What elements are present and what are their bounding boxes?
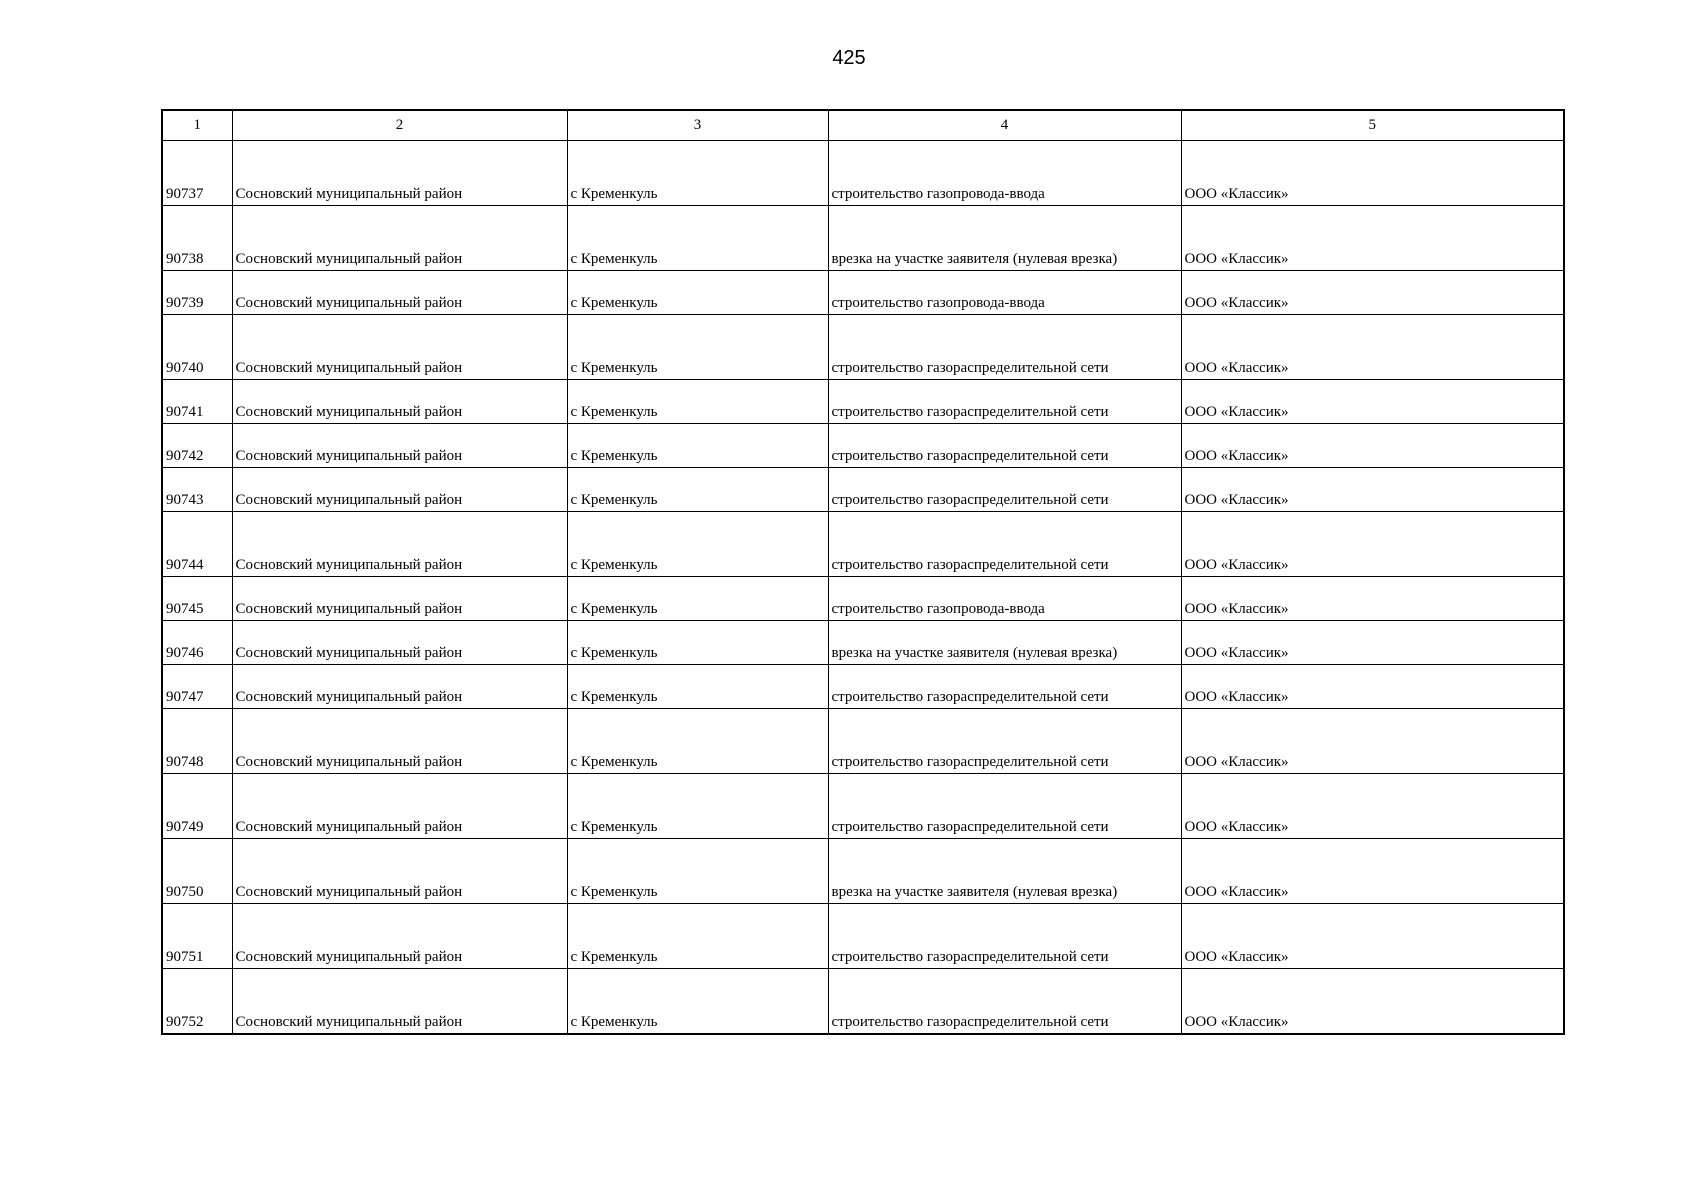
- cell-district: Сосновский муниципальный район: [232, 839, 567, 904]
- table-row: [162, 904, 1564, 969]
- cell-organization: ООО «Классик»: [1181, 665, 1564, 709]
- cell-work-type: строительство газораспределительной сети: [828, 424, 1181, 468]
- cell-work-type: строительство газораспределительной сети: [828, 380, 1181, 424]
- cell-district: Сосновский муниципальный район: [232, 380, 567, 424]
- cell-district: Сосновский муниципальный район: [232, 904, 567, 969]
- cell-number: 90751: [162, 904, 232, 969]
- cell-work-type: строительство газораспределительной сети: [828, 969, 1181, 1035]
- table-row: [162, 141, 1564, 206]
- cell-work-type: строительство газораспределительной сети: [828, 904, 1181, 969]
- table-row: [162, 839, 1564, 904]
- cell-work-type: врезка на участке заявителя (нулевая врезка): [828, 621, 1181, 665]
- cell-district: Сосновский муниципальный район: [232, 512, 567, 577]
- cell-number: 90737: [162, 141, 232, 206]
- table-row: [162, 969, 1564, 1035]
- cell-locality: с Кременкуль: [567, 141, 828, 206]
- cell-district: Сосновский муниципальный район: [232, 141, 567, 206]
- cell-number: 90747: [162, 665, 232, 709]
- cell-district: Сосновский муниципальный район: [232, 577, 567, 621]
- cell-number: 90748: [162, 709, 232, 774]
- cell-organization: ООО «Классик»: [1181, 839, 1564, 904]
- cell-work-type: строительство газопровода-ввода: [828, 141, 1181, 206]
- cell-organization: ООО «Классик»: [1181, 969, 1564, 1035]
- cell-organization: ООО «Классик»: [1181, 271, 1564, 315]
- cell-number: 90749: [162, 774, 232, 839]
- cell-organization: ООО «Классик»: [1181, 774, 1564, 839]
- cell-organization: ООО «Классик»: [1181, 424, 1564, 468]
- header-col-4: 4: [828, 110, 1181, 141]
- table-row: [162, 424, 1564, 468]
- cell-organization: ООО «Классик»: [1181, 315, 1564, 380]
- table-header: [162, 110, 1564, 141]
- table-row: [162, 468, 1564, 512]
- table-row: [162, 774, 1564, 839]
- table-row: [162, 621, 1564, 665]
- table-body: [162, 141, 1564, 1035]
- header-row: [162, 110, 1564, 141]
- cell-work-type: строительство газораспределительной сети: [828, 709, 1181, 774]
- cell-locality: с Кременкуль: [567, 206, 828, 271]
- cell-locality: с Кременкуль: [567, 665, 828, 709]
- cell-locality: с Кременкуль: [567, 512, 828, 577]
- cell-number: 90750: [162, 839, 232, 904]
- cell-locality: с Кременкуль: [567, 774, 828, 839]
- cell-locality: с Кременкуль: [567, 839, 828, 904]
- cell-organization: ООО «Классик»: [1181, 141, 1564, 206]
- cell-organization: ООО «Классик»: [1181, 380, 1564, 424]
- cell-district: Сосновский муниципальный район: [232, 424, 567, 468]
- table-row: [162, 315, 1564, 380]
- cell-locality: с Кременкуль: [567, 577, 828, 621]
- header-col-5: 5: [1181, 110, 1564, 141]
- cell-organization: ООО «Классик»: [1181, 512, 1564, 577]
- cell-district: Сосновский муниципальный район: [232, 621, 567, 665]
- table-row: [162, 271, 1564, 315]
- table-row: [162, 380, 1564, 424]
- cell-locality: с Кременкуль: [567, 271, 828, 315]
- cell-locality: с Кременкуль: [567, 969, 828, 1035]
- cell-district: Сосновский муниципальный район: [232, 665, 567, 709]
- cell-number: 90738: [162, 206, 232, 271]
- cell-organization: ООО «Классик»: [1181, 904, 1564, 969]
- cell-locality: с Кременкуль: [567, 424, 828, 468]
- cell-locality: с Кременкуль: [567, 709, 828, 774]
- cell-number: 90744: [162, 512, 232, 577]
- cell-work-type: врезка на участке заявителя (нулевая врезка): [828, 839, 1181, 904]
- cell-organization: ООО «Классик»: [1181, 468, 1564, 512]
- cell-work-type: строительство газораспределительной сети: [828, 468, 1181, 512]
- header-col-3: 3: [567, 110, 828, 141]
- cell-number: 90743: [162, 468, 232, 512]
- cell-district: Сосновский муниципальный район: [232, 774, 567, 839]
- cell-number: 90742: [162, 424, 232, 468]
- cell-work-type: строительство газораспределительной сети: [828, 665, 1181, 709]
- cell-district: Сосновский муниципальный район: [232, 206, 567, 271]
- cell-work-type: строительство газопровода-ввода: [828, 577, 1181, 621]
- cell-district: Сосновский муниципальный район: [232, 468, 567, 512]
- cell-number: 90739: [162, 271, 232, 315]
- cell-district: Сосновский муниципальный район: [232, 969, 567, 1035]
- cell-number: 90746: [162, 621, 232, 665]
- cell-locality: с Кременкуль: [567, 315, 828, 380]
- registry-table: [161, 109, 1565, 1035]
- cell-work-type: врезка на участке заявителя (нулевая врезка): [828, 206, 1181, 271]
- cell-work-type: строительство газопровода-ввода: [828, 271, 1181, 315]
- cell-district: Сосновский муниципальный район: [232, 709, 567, 774]
- table-row: [162, 665, 1564, 709]
- cell-locality: с Кременкуль: [567, 468, 828, 512]
- cell-district: Сосновский муниципальный район: [232, 315, 567, 380]
- cell-number: 90741: [162, 380, 232, 424]
- header-col-1: 1: [162, 110, 232, 141]
- page-number: 425: [832, 47, 866, 69]
- cell-number: 90745: [162, 577, 232, 621]
- table-row: [162, 512, 1564, 577]
- cell-locality: с Кременкуль: [567, 621, 828, 665]
- cell-work-type: строительство газораспределительной сети: [828, 315, 1181, 380]
- cell-organization: ООО «Классик»: [1181, 206, 1564, 271]
- cell-locality: с Кременкуль: [567, 904, 828, 969]
- header-col-2: 2: [232, 110, 567, 141]
- cell-district: Сосновский муниципальный район: [232, 271, 567, 315]
- cell-organization: ООО «Классик»: [1181, 709, 1564, 774]
- cell-locality: с Кременкуль: [567, 380, 828, 424]
- table-row: [162, 709, 1564, 774]
- cell-work-type: строительство газораспределительной сети: [828, 512, 1181, 577]
- cell-organization: ООО «Классик»: [1181, 577, 1564, 621]
- cell-number: 90752: [162, 969, 232, 1035]
- cell-organization: ООО «Классик»: [1181, 621, 1564, 665]
- table-row: [162, 206, 1564, 271]
- cell-work-type: строительство газораспределительной сети: [828, 774, 1181, 839]
- table-row: [162, 577, 1564, 621]
- cell-number: 90740: [162, 315, 232, 380]
